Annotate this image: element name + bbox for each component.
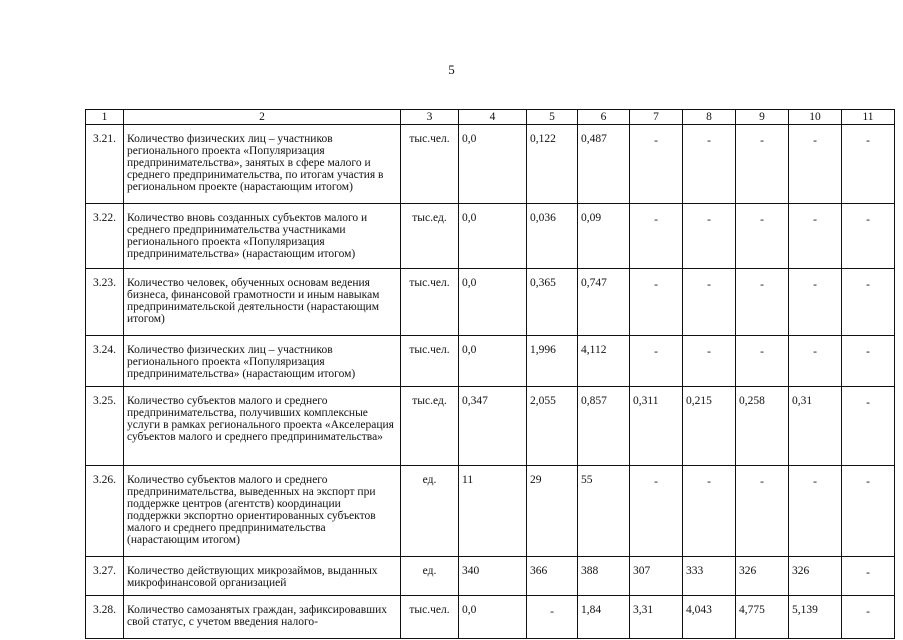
cell-col-5: 366 — [527, 557, 578, 596]
row-unit: тыс.ед. — [401, 387, 459, 466]
cell-col-8: 333 — [683, 557, 736, 596]
row-number: 3.24. — [86, 336, 124, 387]
column-header: 4 — [459, 110, 527, 125]
row-number: 3.28. — [86, 596, 124, 639]
column-header: 5 — [527, 110, 578, 125]
row-description: Количество физических лиц – участников регионального проекта «Популяризация предпринимательства» (нарастающим итогом) — [124, 336, 401, 387]
row-unit: тыс.чел. — [401, 336, 459, 387]
cell-col-4: 0,0 — [459, 269, 527, 336]
cell-col-4: 0,0 — [459, 596, 527, 639]
table-row — [86, 125, 895, 204]
cell-col-9: - — [736, 204, 789, 269]
cell-col-9: - — [736, 125, 789, 204]
column-header: 3 — [401, 110, 459, 125]
column-header: 1 — [86, 110, 124, 125]
cell-col-5: 1,996 — [527, 336, 578, 387]
row-description: Количество вновь созданных субъектов малого и среднего предпринимательства участниками регионального проекта «Популяризация предпринимательства» (нарастающим итогом) — [124, 204, 401, 269]
row-number: 3.21. — [86, 125, 124, 204]
row-number: 3.26. — [86, 466, 124, 557]
cell-col-5: 0,365 — [527, 269, 578, 336]
cell-col-11: - — [842, 125, 895, 204]
column-header: 10 — [789, 110, 842, 125]
cell-col-10: 5,139 — [789, 596, 842, 639]
cell-col-9: - — [736, 466, 789, 557]
cell-col-11: - — [842, 387, 895, 466]
cell-col-10: - — [789, 125, 842, 204]
cell-col-8: 4,043 — [683, 596, 736, 639]
table-row — [86, 466, 895, 557]
row-description: Количество самозанятых граждан, зафиксировавших свой статус, с учетом введения налого- — [124, 596, 401, 639]
cell-col-11: - — [842, 269, 895, 336]
cell-col-7: - — [630, 125, 683, 204]
cell-col-10: 0,31 — [789, 387, 842, 466]
cell-col-8: 0,215 — [683, 387, 736, 466]
cell-col-9: - — [736, 269, 789, 336]
column-header: 7 — [630, 110, 683, 125]
cell-col-10: - — [789, 204, 842, 269]
table-row — [86, 336, 895, 387]
row-description: Количество субъектов малого и среднего предпринимательства, выведенных на экспорт при поддержке центров (агентств) координации поддержки экспортно ориентированных субъектов малого и среднего предпринимательства (нарастающим итогом) — [124, 466, 401, 557]
cell-col-11: - — [842, 557, 895, 596]
cell-col-10: - — [789, 336, 842, 387]
cell-col-6: 55 — [578, 466, 630, 557]
row-unit: ед. — [401, 557, 459, 596]
cell-col-11: - — [842, 204, 895, 269]
row-unit: тыс.чел. — [401, 125, 459, 204]
cell-col-7: - — [630, 204, 683, 269]
cell-col-10: - — [789, 269, 842, 336]
column-header: 8 — [683, 110, 736, 125]
cell-col-5: - — [527, 596, 578, 639]
cell-col-4: 340 — [459, 557, 527, 596]
table-row — [86, 204, 895, 269]
cell-col-5: 2,055 — [527, 387, 578, 466]
row-description: Количество человек, обученных основам ведения бизнеса, финансовой грамотности и иным навыкам предпринимательской деятельности (нарастающим итогом) — [124, 269, 401, 336]
cell-col-8: - — [683, 269, 736, 336]
cell-col-7: 0,311 — [630, 387, 683, 466]
cell-col-11: - — [842, 596, 895, 639]
cell-col-4: 0,0 — [459, 336, 527, 387]
row-number: 3.22. — [86, 204, 124, 269]
cell-col-8: - — [683, 204, 736, 269]
cell-col-7: 307 — [630, 557, 683, 596]
column-header: 11 — [842, 110, 895, 125]
row-unit: тыс.ед. — [401, 204, 459, 269]
cell-col-5: 0,036 — [527, 204, 578, 269]
column-header: 6 — [578, 110, 630, 125]
cell-col-6: 0,857 — [578, 387, 630, 466]
row-description: Количество физических лиц – участников регионального проекта «Популяризация предпринимательства», занятых в сфере малого и среднего предпринимательства, по итогам участия в региональном проекте (нарастающим итогом) — [124, 125, 401, 204]
cell-col-4: 0,0 — [459, 125, 527, 204]
indicators-table — [85, 109, 895, 639]
cell-col-7: - — [630, 269, 683, 336]
cell-col-9: 326 — [736, 557, 789, 596]
cell-col-6: 1,84 — [578, 596, 630, 639]
table-row — [86, 387, 895, 466]
table-header-row — [86, 110, 895, 125]
cell-col-9: 0,258 — [736, 387, 789, 466]
page-number: 5 — [448, 62, 455, 77]
table-row — [86, 596, 895, 639]
row-unit: тыс.чел. — [401, 596, 459, 639]
cell-col-6: 0,487 — [578, 125, 630, 204]
row-number: 3.27. — [86, 557, 124, 596]
cell-col-4: 0,347 — [459, 387, 527, 466]
cell-col-8: - — [683, 125, 736, 204]
cell-col-4: 11 — [459, 466, 527, 557]
cell-col-6: 388 — [578, 557, 630, 596]
cell-col-8: - — [683, 466, 736, 557]
cell-col-10: - — [789, 466, 842, 557]
table-row — [86, 557, 895, 596]
indicators-table-container — [85, 109, 874, 640]
cell-col-6: 0,747 — [578, 269, 630, 336]
cell-col-7: - — [630, 466, 683, 557]
column-header: 2 — [124, 110, 401, 125]
cell-col-5: 29 — [527, 466, 578, 557]
cell-col-11: - — [842, 336, 895, 387]
cell-col-6: 0,09 — [578, 204, 630, 269]
cell-col-9: 4,775 — [736, 596, 789, 639]
cell-col-11: - — [842, 466, 895, 557]
row-unit: тыс.чел. — [401, 269, 459, 336]
table-row — [86, 269, 895, 336]
cell-col-9: - — [736, 336, 789, 387]
cell-col-6: 4,112 — [578, 336, 630, 387]
row-description: Количество действующих микрозаймов, выданных микрофинансовой организацией — [124, 557, 401, 596]
cell-col-10: 326 — [789, 557, 842, 596]
cell-col-7: - — [630, 336, 683, 387]
row-unit: ед. — [401, 466, 459, 557]
cell-col-5: 0,122 — [527, 125, 578, 204]
row-description: Количество субъектов малого и среднего предпринимательства, получивших комплексные услуги в рамках регионального проекта «Акселерация субъектов малого и среднего предпринимательства» — [124, 387, 401, 466]
column-header: 9 — [736, 110, 789, 125]
row-number: 3.25. — [86, 387, 124, 466]
cell-col-7: 3,31 — [630, 596, 683, 639]
cell-col-4: 0,0 — [459, 204, 527, 269]
row-number: 3.23. — [86, 269, 124, 336]
cell-col-8: - — [683, 336, 736, 387]
